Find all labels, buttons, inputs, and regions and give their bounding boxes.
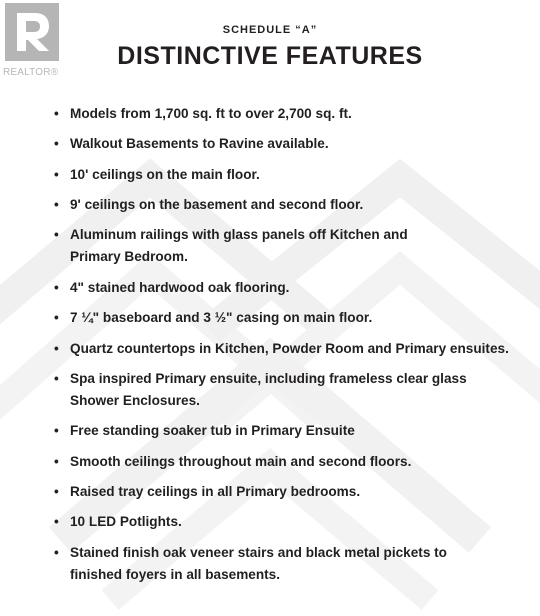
schedule-label: SCHEDULE “A” bbox=[222, 24, 318, 36]
feature-line: Walkout Basements to Ravine available. bbox=[70, 136, 329, 151]
feature-text bbox=[70, 307, 524, 329]
feature-text bbox=[70, 451, 524, 473]
bullet: • bbox=[54, 227, 59, 242]
feature-line: Shower Enclosures. bbox=[70, 393, 200, 408]
feature-line: 10' ceilings on the main floor. bbox=[70, 167, 260, 182]
bullet: • bbox=[54, 484, 59, 499]
realtor-wordmark: REALTOR® bbox=[3, 67, 59, 78]
feature-line: Raised tray ceilings in all Primary bedrooms. bbox=[70, 484, 361, 499]
feature-line: Primary Bedroom. bbox=[70, 249, 188, 264]
feature-text bbox=[70, 420, 524, 442]
feature-text bbox=[70, 103, 524, 125]
feature-text bbox=[70, 542, 524, 586]
feature-line: 9' ceilings on the basement and second floor. bbox=[70, 197, 364, 212]
bullet: • bbox=[54, 371, 59, 386]
bullet: • bbox=[54, 106, 59, 121]
bullet: • bbox=[54, 545, 59, 560]
page-title: DISTINCTIVE FEATURES bbox=[117, 42, 423, 70]
bullet: • bbox=[54, 197, 59, 212]
bullet: • bbox=[54, 423, 59, 438]
feature-text bbox=[70, 511, 524, 533]
feature-text bbox=[70, 368, 524, 412]
feature-text bbox=[70, 338, 524, 360]
bullet: • bbox=[54, 310, 59, 325]
feature-line: Quartz countertops in Kitchen, Powder Room and Primary ensuites. bbox=[70, 341, 509, 356]
feature-line: finished foyers in all basements. bbox=[70, 567, 281, 582]
feature-text bbox=[70, 481, 524, 503]
feature-line: Spa inspired Primary ensuite, including frameless clear glass bbox=[70, 371, 467, 386]
feature-line: Free standing soaker tub in Primary Ensuite bbox=[70, 423, 355, 438]
bullet: • bbox=[54, 167, 59, 182]
feature-text bbox=[70, 164, 524, 186]
feature-line: Stained finish oak veneer stairs and black metal pickets to bbox=[70, 545, 447, 560]
feature-text bbox=[70, 277, 524, 299]
feature-line: Models from 1,700 sq. ft to over 2,700 sq. ft. bbox=[70, 106, 352, 121]
feature-text bbox=[70, 133, 524, 155]
bullet: • bbox=[54, 341, 59, 356]
bullet: • bbox=[54, 136, 59, 151]
feature-line: 10 LED Potlights. bbox=[70, 514, 182, 529]
feature-text bbox=[70, 194, 524, 216]
bullet: • bbox=[54, 454, 59, 469]
feature-line: Aluminum railings with glass panels off Kitchen and bbox=[70, 227, 408, 242]
feature-text bbox=[70, 224, 524, 268]
bullet: • bbox=[54, 280, 59, 295]
feature-line: 7 ¼" baseboard and 3 ½" casing on main floor. bbox=[70, 310, 373, 325]
bullet: • bbox=[54, 514, 59, 529]
feature-line: 4" stained hardwood oak flooring. bbox=[70, 280, 290, 295]
feature-line: Smooth ceilings throughout main and second floors. bbox=[70, 454, 412, 469]
